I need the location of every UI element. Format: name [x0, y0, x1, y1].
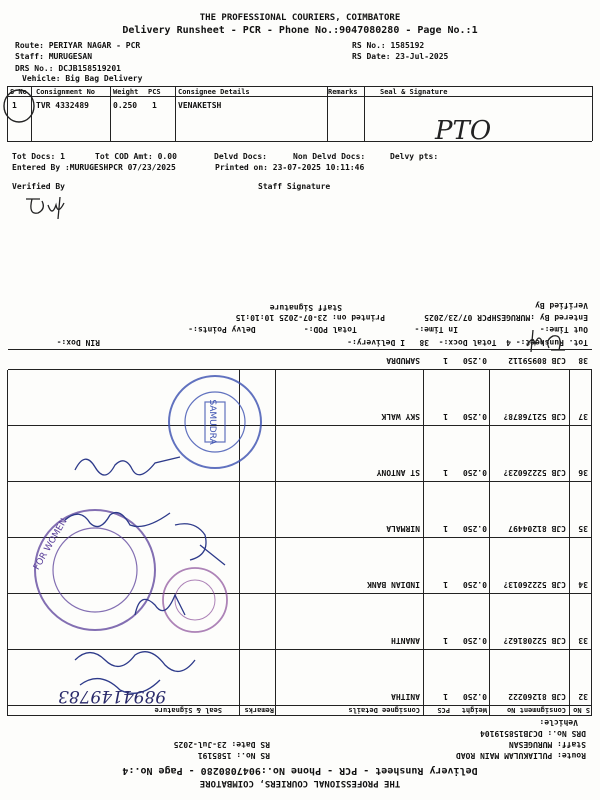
table-row-consignment: CJB 52226023?	[503, 468, 566, 477]
table-row-sno: 35	[578, 524, 588, 533]
col-consignment: Consignment No	[36, 88, 96, 96]
rs-number: RS No.: 1585192	[352, 41, 425, 50]
table-row-consignee: NIRMALA	[386, 524, 420, 533]
vehicle-label: Vehicle: Big Bag Delivery	[22, 74, 143, 83]
table-row-consignment: CJB 81204497	[508, 524, 566, 533]
row-consignee: VENAKETSH	[178, 101, 222, 110]
table-row-sno: 38	[578, 356, 588, 365]
bottom-rs-date: RS Date: 23-Jul-2025	[173, 740, 270, 749]
table-row-sno: 37	[578, 412, 588, 421]
col-sno: S No	[10, 88, 27, 96]
verified-by: Verified By	[12, 182, 65, 191]
table-row-sno: 36	[578, 468, 588, 477]
staff-label: Staff: MURUGESAN	[15, 52, 93, 61]
table-row-consignment: CJB 52176878?	[503, 412, 566, 421]
bottom-rin-dox: RIN Dox:-	[56, 338, 100, 347]
tot-docs: Tot Docs: 1	[12, 152, 65, 161]
bottom-col-consignee: Consignee Details	[348, 706, 420, 714]
runsheet-title: Delivery Runsheet - PCR - Phone No.:9047080280 - Page No.:1	[122, 25, 478, 36]
table-row-consignment: CJB 52226013?	[503, 580, 566, 589]
printed-on: Printed on: 23-07-2025 10:11:46	[215, 163, 365, 172]
table-row-sno: 33	[578, 636, 588, 645]
bottom-staff-signature: Staff Signature	[269, 303, 342, 312]
handwritten-phone: 9894149783	[58, 686, 167, 706]
table-row-pcs: 1	[443, 692, 448, 701]
table-row-consignment: CJB 81260222	[508, 692, 566, 701]
handwritten-pto: PTO	[435, 116, 492, 146]
col-consignee: Consignee Details	[178, 88, 250, 96]
bottom-route: Route: PULIAKULAM MAIN ROAD	[455, 751, 586, 760]
table-row-pcs: 1	[443, 524, 448, 533]
bottom-col-weight: Weight	[461, 706, 487, 714]
bottom-company-name: THE PROFESSIONAL COURIERS, COIMBATORE	[199, 778, 401, 788]
bottom-vehicle: Vehicle:	[539, 718, 578, 727]
tot-cod: Tot COD Amt: 0.00	[95, 152, 177, 161]
table-row-pcs: 1	[443, 412, 448, 421]
table-row-weight: 0.250	[462, 692, 487, 701]
bottom-staff: Staff: MURUGESAN	[508, 740, 586, 749]
delvy-pts: Delvy pts:	[390, 152, 439, 161]
bottom-verified-by: Verified By	[535, 301, 588, 310]
col-remarks: Remarks	[328, 88, 358, 96]
bottom-printed-on: Printed on: 23-07-2025 10:10:15	[235, 313, 385, 322]
route-label: Route: PERIYAR NAGAR - PCR	[15, 41, 141, 50]
table-row-weight: 0.250	[462, 412, 487, 421]
col-weight: Weight	[113, 88, 139, 96]
table-row-weight: 0.250	[462, 636, 487, 645]
table-row-weight: 0.250	[462, 580, 487, 589]
table-row-consignee: ANANTH	[391, 636, 420, 645]
bottom-summary-times: Out Time:- In Time:- Total POD:- Delvy Points:-	[188, 325, 588, 334]
table-row-pcs: 1	[443, 580, 448, 589]
table-row-pcs: 1	[443, 468, 448, 477]
handwritten-signature-2	[60, 505, 180, 535]
handwritten-signature-3	[170, 515, 230, 575]
row-sno: 1	[12, 101, 17, 110]
company-name: THE PROFESSIONAL COURIERS, COIMBATORE	[199, 13, 401, 23]
row-consignment: TVR 4332489	[36, 101, 89, 110]
samudra-stamp-text: SAMUDRA	[207, 399, 217, 445]
bottom-verifier-signature	[515, 320, 575, 360]
table-row-sno: 34	[578, 580, 588, 589]
table-row-consignee: SAMUDRA	[386, 356, 420, 365]
col-seal: Seal & Signature	[380, 88, 448, 96]
table-row-consignee: ST ANTONY	[376, 468, 420, 477]
table-row-pcs: 1	[443, 356, 448, 365]
row-weight: 0.250	[113, 101, 138, 110]
bottom-col-remarks: Remarks	[244, 706, 274, 714]
verifier-signature	[22, 193, 82, 223]
bottom-col-seal: Seal & Signature	[154, 706, 222, 714]
table-row-sno: 32	[578, 692, 588, 701]
women-stamp-text: FOR WOMEN	[32, 517, 70, 572]
handwritten-signature-1	[70, 445, 190, 485]
table-row-consignment: CJB 52208162?	[503, 636, 566, 645]
table-row-weight: 0.250	[462, 468, 487, 477]
entered-by: Entered By :MURUGESHPCR 07/23/2025	[12, 163, 176, 172]
bottom-runsheet-title: Delivery Runsheet - PCR - Phone No.:9047080280 - Page No.:4	[122, 765, 478, 776]
table-row-consignee: SKY WALK	[381, 412, 420, 421]
table-row-weight: 0.250	[462, 356, 487, 365]
table-row-consignee: ANITHA	[391, 692, 420, 701]
non-delvd-docs: Non Delvd Docs:	[293, 152, 366, 161]
bottom-summary-totals: Tot. Runsheet:- 4 Total Docx:- 38 I Delivery:-	[347, 338, 588, 347]
delvd-docs: Delvd Docs:	[214, 152, 267, 161]
table-row-weight: 0.250	[462, 524, 487, 533]
handwritten-circle	[2, 86, 38, 126]
bottom-col-sno: S No	[573, 706, 590, 714]
handwritten-signature-4	[130, 585, 190, 625]
bottom-col-consignment: Consignment No	[506, 706, 566, 714]
table-row-consignment: CJB 80959112	[508, 356, 566, 365]
staff-signature: Staff Signature	[258, 182, 331, 191]
col-pcs: PCS	[148, 88, 161, 96]
row-pcs: 1	[152, 101, 157, 110]
rs-date: RS Date: 23-Jul-2025	[352, 52, 449, 61]
bottom-col-pcs: PCS	[437, 706, 450, 714]
table-row-pcs: 1	[443, 636, 448, 645]
table-row-consignee: INDIAN BANK	[367, 580, 420, 589]
drs-number: DRS No.: DCJB158519201	[15, 64, 121, 73]
bottom-drs-number: DRS No.: DCJB158519104	[480, 729, 586, 738]
bottom-rs-number: RS No.: 1585191	[197, 751, 270, 760]
bottom-entered-by: Entered By :MURUGESHPCR 07/23/2025	[424, 313, 588, 322]
